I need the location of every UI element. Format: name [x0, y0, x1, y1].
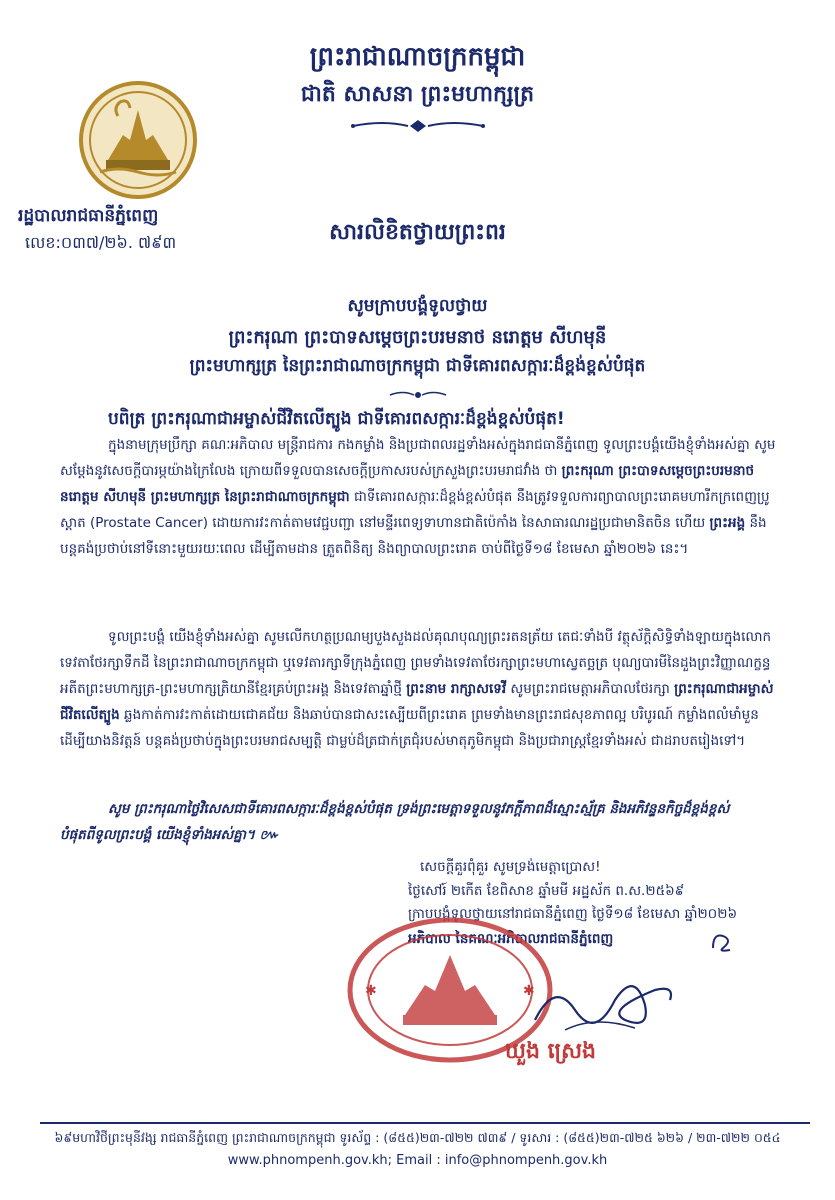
- address-line-3: ព្រះមហាក្សត្រ នៃព្រះរាជាណាចក្រកម្ពុជា ជាទីគោរពសក្ការៈដ៏ខ្ពង់ខ្ពស់បំផុត: [189, 356, 646, 376]
- address-line-2: ព្រះករុណា ព្រះបាទសម្តេចព្រះបរមនាថ នរោត្តម សីហមុនី: [228, 327, 607, 348]
- document-title: សារលិខិតថ្វាយព្រះពរ: [329, 220, 506, 245]
- paragraph-2-text-a: ទូលព្រះបង្គំ យើងខ្ញុំទាំងអស់គ្នា សូមលើកហត្ថប្រណម្យបួងសួងដល់គុណបុណ្យព្រះរតនត្រ័យ តេជៈទាំងបី វត្ថុស័ក្តិសិទ្ធិទាំងឡាយក្នុងលោក ទេវតាថែរក្សាទឹកដី នៃព្រះរាជាណាចក្រកម្ពុជា ឬទេវតារក្សាទីក្រុងភ្នំពេញ ព្រមទាំងទេវតាថែរក្សាព្រះមហាស្វេតច្ឆត្រ បុណ្យបារមីនៃដួងព្រះវិញ្ញាណក្ខន្ធអតីតព្រះមហាក្សត្រ-ព្រះមហាក្សត្រិយានីខ្មែរគ្រប់ព្រះអង្គ និងទេវតាឆ្នាំថ្មី: [60, 629, 772, 697]
- lunar-date: ថ្ងៃសៅរ៍ ២កើត ខែពិសាខ ឆ្នាំមមី អដ្ឋស័ក ព.ស.២៥៦៩: [408, 883, 685, 899]
- paragraph-1-text-c: នឹងបន្តគង់ប្រថាប់នៅទីនោះមួយរយៈពេល ដើម្បីតាមដាន ត្រួតពិនិត្យ និងព្យាបាលព្រះរោគ ចាប់ពីថ្ងៃទី១៨ ខែមេសា ឆ្នាំ២០២៦ នេះ។: [60, 515, 767, 557]
- reference-number: លេខ:០៣៧/២៦. ៧៩៣: [25, 233, 177, 252]
- paragraph-2-text-b: សូមព្រះរាជមេត្តាអភិបាលថែរក្សា: [510, 681, 670, 697]
- signer-position: អភិបាល នៃគណៈអភិបាលរាជធានីភ្នំពេញ: [408, 931, 614, 947]
- paragraph-1-text-b: ជាទីគោរពសក្ការៈដ៏ខ្ពង់ខ្ពស់បំផុត នឹងត្រូវទទួលការព្យាបាលព្រះរោគមហារីកក្រពេញប្រូស្តាត (Prostate Cancer) ដោយការវះកាត់តាមវេជ្ជបញ្ជា នៅមន្ទីរពេទ្យទាហានជាតិប៉េកាំង នៃសាធារណរដ្ឋប្រជាមានិតចិន ហើយ: [60, 489, 770, 531]
- solar-date: ក្រាបបង្គំទូលថ្វាយនៅរាជធានីភ្នំពេញ ថ្ងៃទី១៨ ខែមេសា ឆ្នាំ២០២៦: [408, 906, 738, 922]
- footer-divider: [40, 1122, 810, 1124]
- signer-name: ឃួង ស្រេង: [505, 1039, 597, 1064]
- paragraph-1-text-a: ក្នុងនាមក្រុមប្រឹក្សា គណៈអភិបាល មន្ត្រីរាជការ កងកម្លាំង និងប្រជាពលរដ្ឋទាំងអស់ក្នុងរាជធានីភ្នំពេញ ទូលព្រះបង្គំយើងខ្ញុំទាំងអស់គ្នា សូមសម្តែងនូវសេចក្តីបារម្ភយ៉ាងក្រៃលែង ក្រោយពីទទួលបានសេចក្តីប្រកាសរបស់ក្រសួងព្រះបរមរាជវាំង ថា: [60, 437, 776, 479]
- closing-blessing: សេចក្តីគួរពុំគួរ សូមទ្រង់មេត្តាប្រោស!: [420, 859, 601, 875]
- handwritten-signature: [525, 960, 685, 1040]
- footer-address: ៦៩មហាវិថីព្រះមុនីវង្ស រាជធានីភ្នំពេញ ព្រះរាជាណាចក្រកម្ពុជា ទូរស័ព្ទ : (៨៥៥)២៣-៧២២ ៧៣៩ / ទូរសារ : (៨៥៥)២៣-៧២៥ ៦២៦ / ២៣-៧២២ ០៥៤: [54, 1130, 781, 1145]
- initial-mark: [708, 928, 738, 960]
- national-motto: ជាតិ សាសនា ព្រះមហាក្សត្រ: [300, 82, 535, 107]
- paragraph-3-text: សូម ព្រះករុណាថ្លៃវិសេសជាទីគោរពសក្ការៈដ៏ខ្ពង់ខ្ពស់បំផុត ទ្រង់ព្រះមេត្តាទទួលនូវភក្តីភាពដ៏ស្មោះស្ម័គ្រ និងអភិវន្ទនកិច្ចដ៏ខ្ពង់ខ្ពស់បំផុតពីទូលព្រះបង្គំ យើងខ្ញុំទាំងអស់គ្នា។ ៚: [60, 801, 730, 843]
- svg-text:✱: ✱: [523, 983, 535, 999]
- paragraph-1-royal-pronoun: ព្រះអង្គ: [709, 515, 746, 531]
- body-paragraph-1: [60, 432, 780, 562]
- issuing-authority: រដ្ឋបាលរាជធានីភ្នំពេញ: [18, 206, 159, 226]
- header-ornament: [0, 118, 835, 138]
- footer-web-email: www.phnompenh.gov.kh; Email : info@phnompenh.gov.kh: [227, 1153, 608, 1168]
- section-divider-ornament: [0, 385, 835, 404]
- body-paragraph-3: [60, 796, 780, 848]
- kingdom-title: ព្រះរាជាណាចក្រកម្ពុជា: [309, 42, 526, 72]
- svg-text:✱: ✱: [365, 983, 377, 999]
- body-paragraph-2: [60, 624, 780, 754]
- salutation: បពិត្រ ព្រះករុណាជាអម្ចាស់ជីវិតលើត្បូង ជាទីគោរពសក្ការៈដ៏ខ្ពង់ខ្ពស់បំផុត!: [108, 409, 565, 429]
- address-line-1: សូមក្រាបបង្គំទូលថ្វាយ: [347, 296, 488, 316]
- paragraph-2-new-year-deity: ព្រះនាម រាក្សាសទេវី: [406, 681, 507, 697]
- paragraph-2-text-c: ឆ្លងកាត់ការវះកាត់ដោយជោគជ័យ និងឆាប់បានជាសះស្បើយពីព្រះរោគ ព្រមទាំងមានព្រះរាជសុខភាពល្អ បរិបូរណ៍ កម្លាំងពលំមាំមួន ដើម្បីយាងនិវត្តន៍ បន្តគង់ប្រថាប់ក្នុងព្រះបរមរាជសម្បត្តិ ជាម្លប់ដ៏ត្រជាក់ត្រជុំរបស់មាតុភូមិកម្ពុជា និងប្រជារាស្ត្រខ្មែរទាំងអស់ ជាដរាបតរៀងទៅ។: [60, 707, 759, 749]
- paragraph-2-royal-title: ព្រះករុណាជាអម្ចាស់ជីវិតលើត្បូង: [60, 681, 774, 723]
- paragraph-1-royal-title: ព្រះករុណា ព្រះបាទសម្តេចព្រះបរមនាថ នរោត្តម សីហមុនី ព្រះមហាក្សត្រ នៃព្រះរាជាណាចក្រកម្ពុជា: [60, 463, 755, 505]
